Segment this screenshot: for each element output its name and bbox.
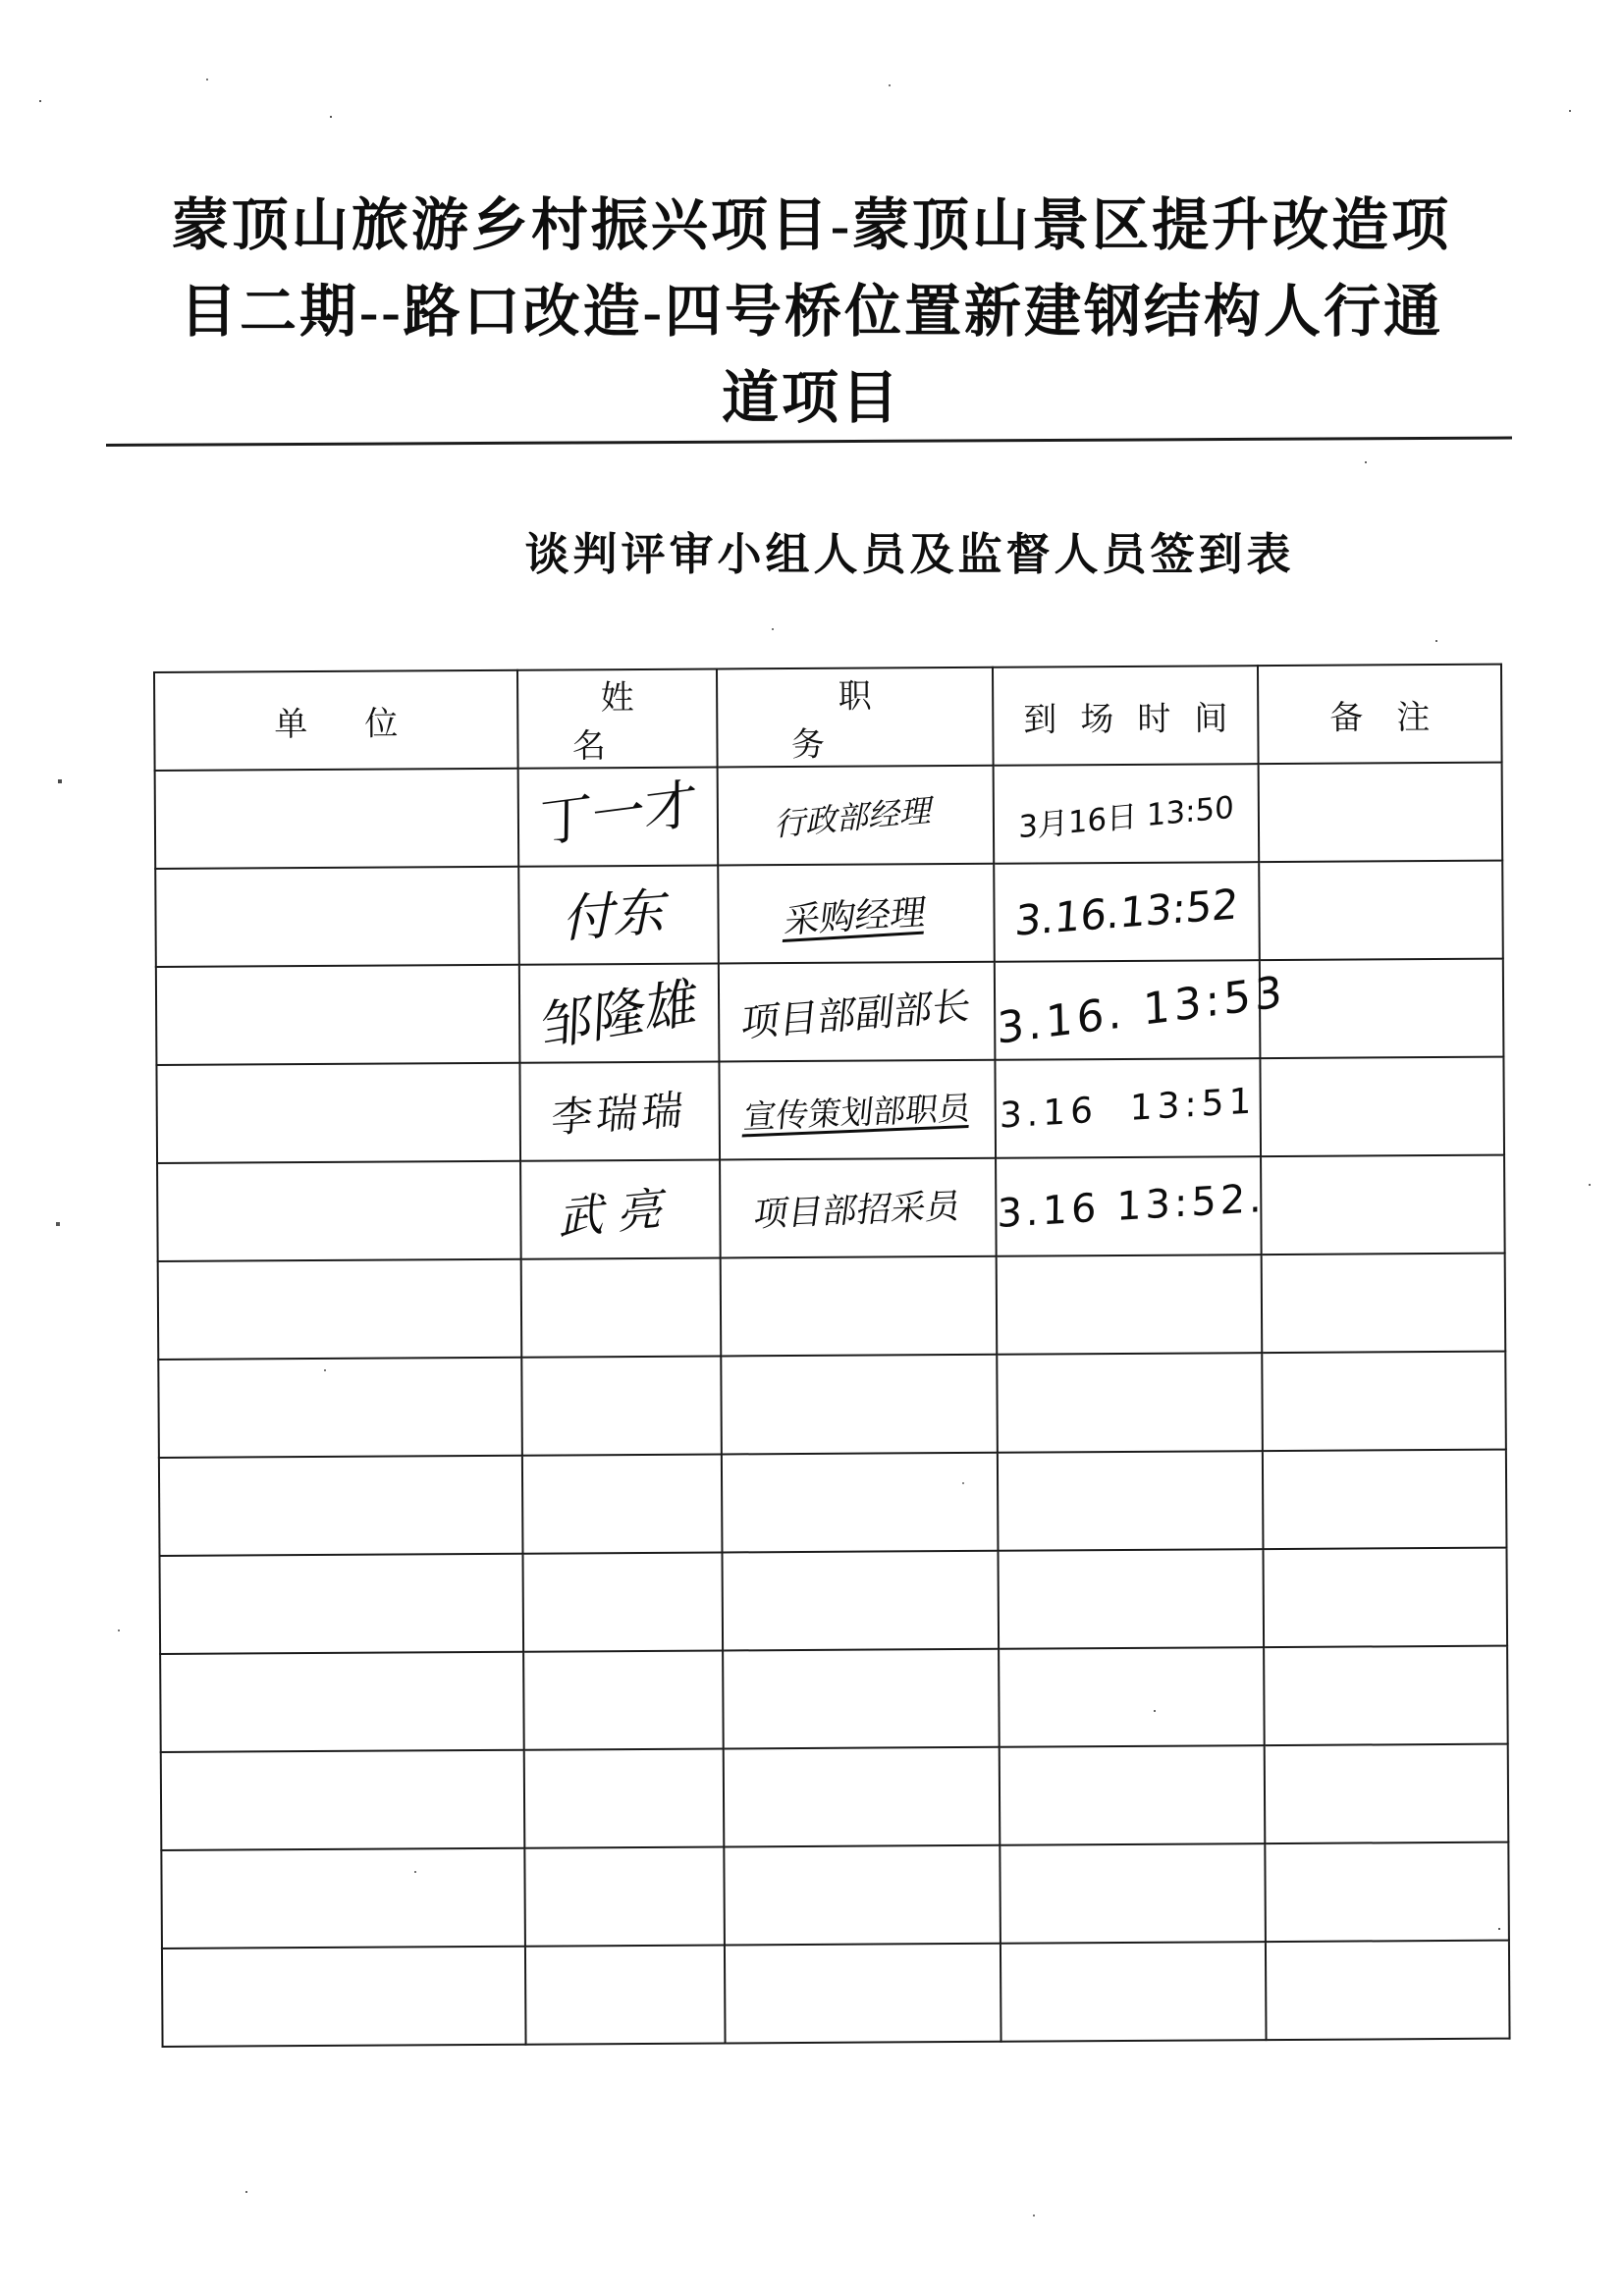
cell-arrival-time — [996, 1156, 1267, 1256]
signature-position: 宣传策划部职员 — [741, 1088, 973, 1136]
header-position: 职务 — [717, 667, 994, 768]
empty-cell — [160, 1652, 524, 1752]
empty-cell — [524, 1846, 725, 1946]
empty-cell — [159, 1456, 523, 1556]
table-row-signed — [155, 763, 1503, 869]
table-row-empty — [160, 1646, 1508, 1752]
cell-arrival-time — [995, 1058, 1261, 1158]
empty-cell — [160, 1554, 524, 1654]
scan-noise-speckles — [0, 0, 2, 2]
empty-cell — [158, 1259, 522, 1360]
empty-cell — [525, 1945, 726, 2044]
table-row-empty — [161, 1842, 1509, 1949]
table-row-empty — [162, 1941, 1510, 2047]
empty-cell — [997, 1353, 1263, 1453]
empty-cell — [521, 1356, 722, 1455]
cell-name — [520, 1159, 721, 1258]
header-arrival-time: 到场时间 — [993, 666, 1259, 766]
document-title — [0, 183, 1623, 442]
cell-unit — [157, 1161, 521, 1261]
signature-name: 邹隆雄 — [539, 969, 699, 1059]
cell-arrival-time — [994, 764, 1260, 864]
signature-position: 项目部副部长 — [739, 984, 974, 1046]
empty-cell — [998, 1549, 1264, 1649]
title-line-3: 道项目 — [721, 366, 901, 430]
empty-cell — [161, 1750, 525, 1850]
empty-cell — [998, 1451, 1264, 1551]
empty-cell — [1265, 1842, 1509, 1943]
empty-cell — [999, 1647, 1265, 1747]
signature-time: 3.16.13:52 — [1013, 879, 1240, 945]
empty-cell — [1262, 1254, 1506, 1354]
empty-cell — [722, 1551, 999, 1651]
empty-cell — [161, 1848, 525, 1949]
table-row-empty — [161, 1744, 1509, 1850]
empty-cell — [723, 1649, 1000, 1749]
title-line-2: 目二期--路口改造-四号桥位置新建钢结构人行通 — [180, 280, 1443, 344]
header-name: 姓名 — [517, 668, 718, 768]
signature-position: 采购经理 — [783, 891, 929, 941]
empty-cell — [1001, 1942, 1267, 2042]
empty-cell — [997, 1255, 1263, 1355]
header-remark: 备注 — [1258, 665, 1502, 765]
signature-name: 武亮 — [556, 1179, 684, 1246]
empty-cell — [162, 1947, 526, 2047]
title-line-1: 蒙顶山旅游乡村振兴项目-蒙顶山景区提升改造项 — [171, 193, 1452, 257]
signin-table-body — [154, 665, 1510, 2047]
cell-unit — [155, 867, 519, 967]
cell-remark — [1260, 959, 1504, 1059]
signature-position: 行政部经理 — [773, 790, 938, 844]
empty-cell — [1263, 1450, 1507, 1550]
empty-cell — [1000, 1745, 1266, 1845]
empty-cell — [721, 1256, 998, 1357]
cell-arrival-time — [995, 960, 1287, 1060]
empty-cell — [1266, 1941, 1510, 2041]
empty-cell — [724, 1845, 1001, 1946]
cell-name — [518, 767, 719, 866]
cell-name — [518, 865, 719, 964]
cell-position — [720, 1158, 997, 1258]
empty-cell — [721, 1355, 998, 1455]
signin-table-container — [153, 664, 1511, 2048]
empty-cell — [722, 1453, 999, 1553]
table-row-empty — [160, 1548, 1508, 1654]
table-row-signed — [155, 861, 1503, 967]
signature-time: 3.16 13:52. — [997, 1175, 1267, 1237]
table-row-empty — [158, 1352, 1506, 1458]
cell-remark — [1260, 1057, 1504, 1157]
empty-cell — [158, 1358, 522, 1458]
empty-cell — [522, 1552, 723, 1651]
empty-cell — [724, 1747, 1001, 1847]
cell-name — [519, 1061, 720, 1160]
signature-time: 3.16 13:51 — [999, 1080, 1257, 1137]
cell-name — [519, 963, 720, 1062]
signature-time: 3.16. 13:53 — [996, 966, 1287, 1054]
signature-name: 付东 — [560, 881, 675, 950]
empty-cell — [1263, 1548, 1507, 1648]
empty-cell — [1262, 1352, 1506, 1452]
cell-remark — [1259, 763, 1503, 863]
signature-name: 李瑞瑞 — [550, 1085, 689, 1143]
table-row-empty — [158, 1254, 1506, 1360]
empty-cell — [725, 1944, 1001, 2044]
cell-unit — [156, 965, 520, 1065]
cell-position — [718, 864, 995, 964]
empty-cell — [521, 1257, 722, 1357]
empty-cell — [522, 1454, 723, 1553]
empty-cell — [524, 1748, 725, 1847]
signature-position: 项目部招采员 — [751, 1187, 964, 1236]
table-header-row — [154, 665, 1502, 771]
table-row-signed — [156, 1057, 1504, 1163]
empty-cell — [523, 1650, 724, 1749]
document-subtitle: 谈判评审小组人员及监督人员签到表 — [524, 530, 1295, 579]
table-row-signed — [157, 1155, 1505, 1261]
cell-unit — [156, 1063, 520, 1163]
empty-cell — [1265, 1744, 1509, 1844]
empty-cell — [1264, 1646, 1508, 1746]
cell-arrival-time — [994, 862, 1260, 962]
cell-position — [719, 1060, 996, 1160]
signin-table — [153, 664, 1511, 2048]
cell-unit — [155, 769, 519, 869]
cell-position — [719, 962, 996, 1062]
table-row-empty — [159, 1450, 1507, 1556]
header-unit: 单位 — [154, 670, 518, 771]
table-row-signed — [156, 959, 1504, 1065]
cell-remark — [1259, 861, 1503, 961]
cell-position — [718, 766, 995, 866]
signature-time: 3月16日 13:50 — [1017, 789, 1234, 845]
signature-name: 丁一才 — [538, 771, 698, 855]
cell-remark — [1261, 1155, 1505, 1255]
empty-cell — [1000, 1843, 1266, 1944]
